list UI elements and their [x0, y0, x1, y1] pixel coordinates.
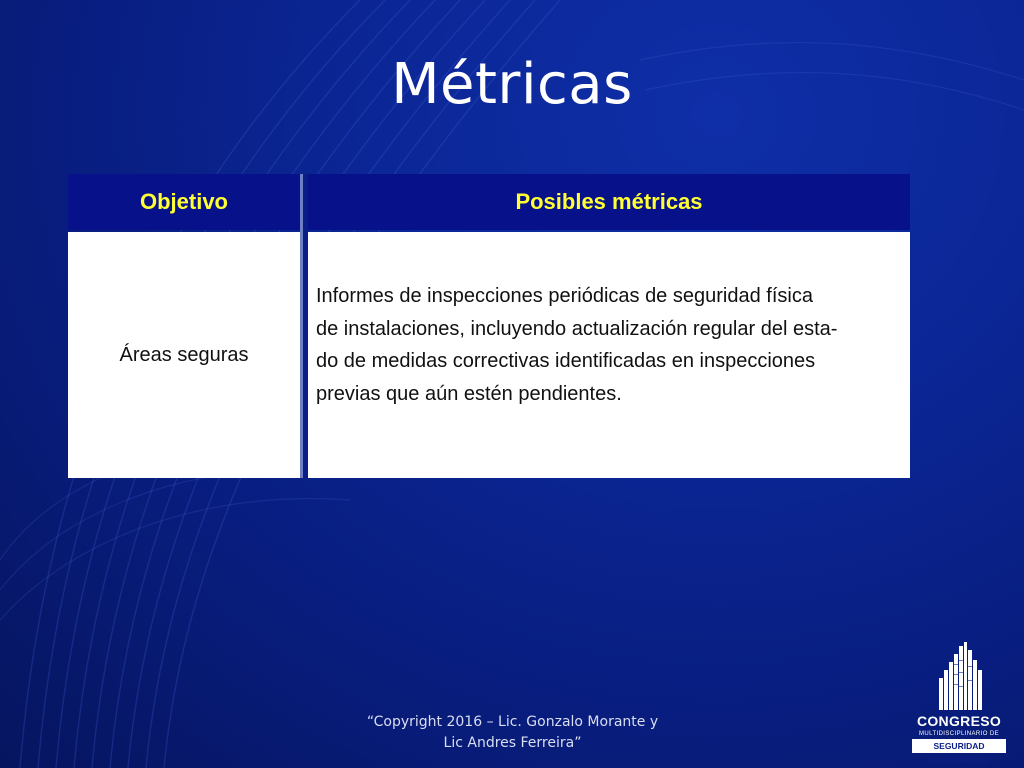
- footer-line-1: “Copyright 2016 – Lic. Gonzalo Morante y: [366, 714, 659, 730]
- metric-line: previas que aún estén pendientes.: [316, 382, 622, 405]
- cell-metricas: [308, 232, 910, 478]
- logo-title: CONGRESO: [916, 713, 1002, 729]
- skyscraper-icon: [906, 640, 1012, 712]
- copyright-footer: [340, 712, 685, 754]
- slide-title: Métricas: [391, 52, 633, 117]
- logo-band: SEGURIDAD CORPORATIVA: [912, 739, 1006, 753]
- metrics-column: [308, 174, 910, 478]
- footer-line-2: Lic Andres Ferreira”: [443, 735, 582, 751]
- column-divider-line: [300, 174, 303, 478]
- metric-line: de instalaciones, incluyendo actualización regular del esta-: [316, 317, 838, 340]
- objective-column: [68, 174, 300, 478]
- objective-text: Áreas seguras: [119, 343, 249, 366]
- header-objetivo: Objetivo: [68, 174, 300, 230]
- metrics-table: [68, 174, 910, 478]
- logo-subtitle: MULTIDISCIPLINARIO DE: [919, 731, 999, 737]
- metric-line: Informes de inspecciones periódicas de seguridad física: [316, 285, 813, 307]
- header-posibles-metricas: Posibles métricas: [308, 174, 910, 230]
- congress-logo: [906, 640, 1012, 765]
- cell-objetivo: [68, 232, 300, 478]
- metric-line: do de medidas correctivas identificadas en inspecciones: [316, 350, 816, 372]
